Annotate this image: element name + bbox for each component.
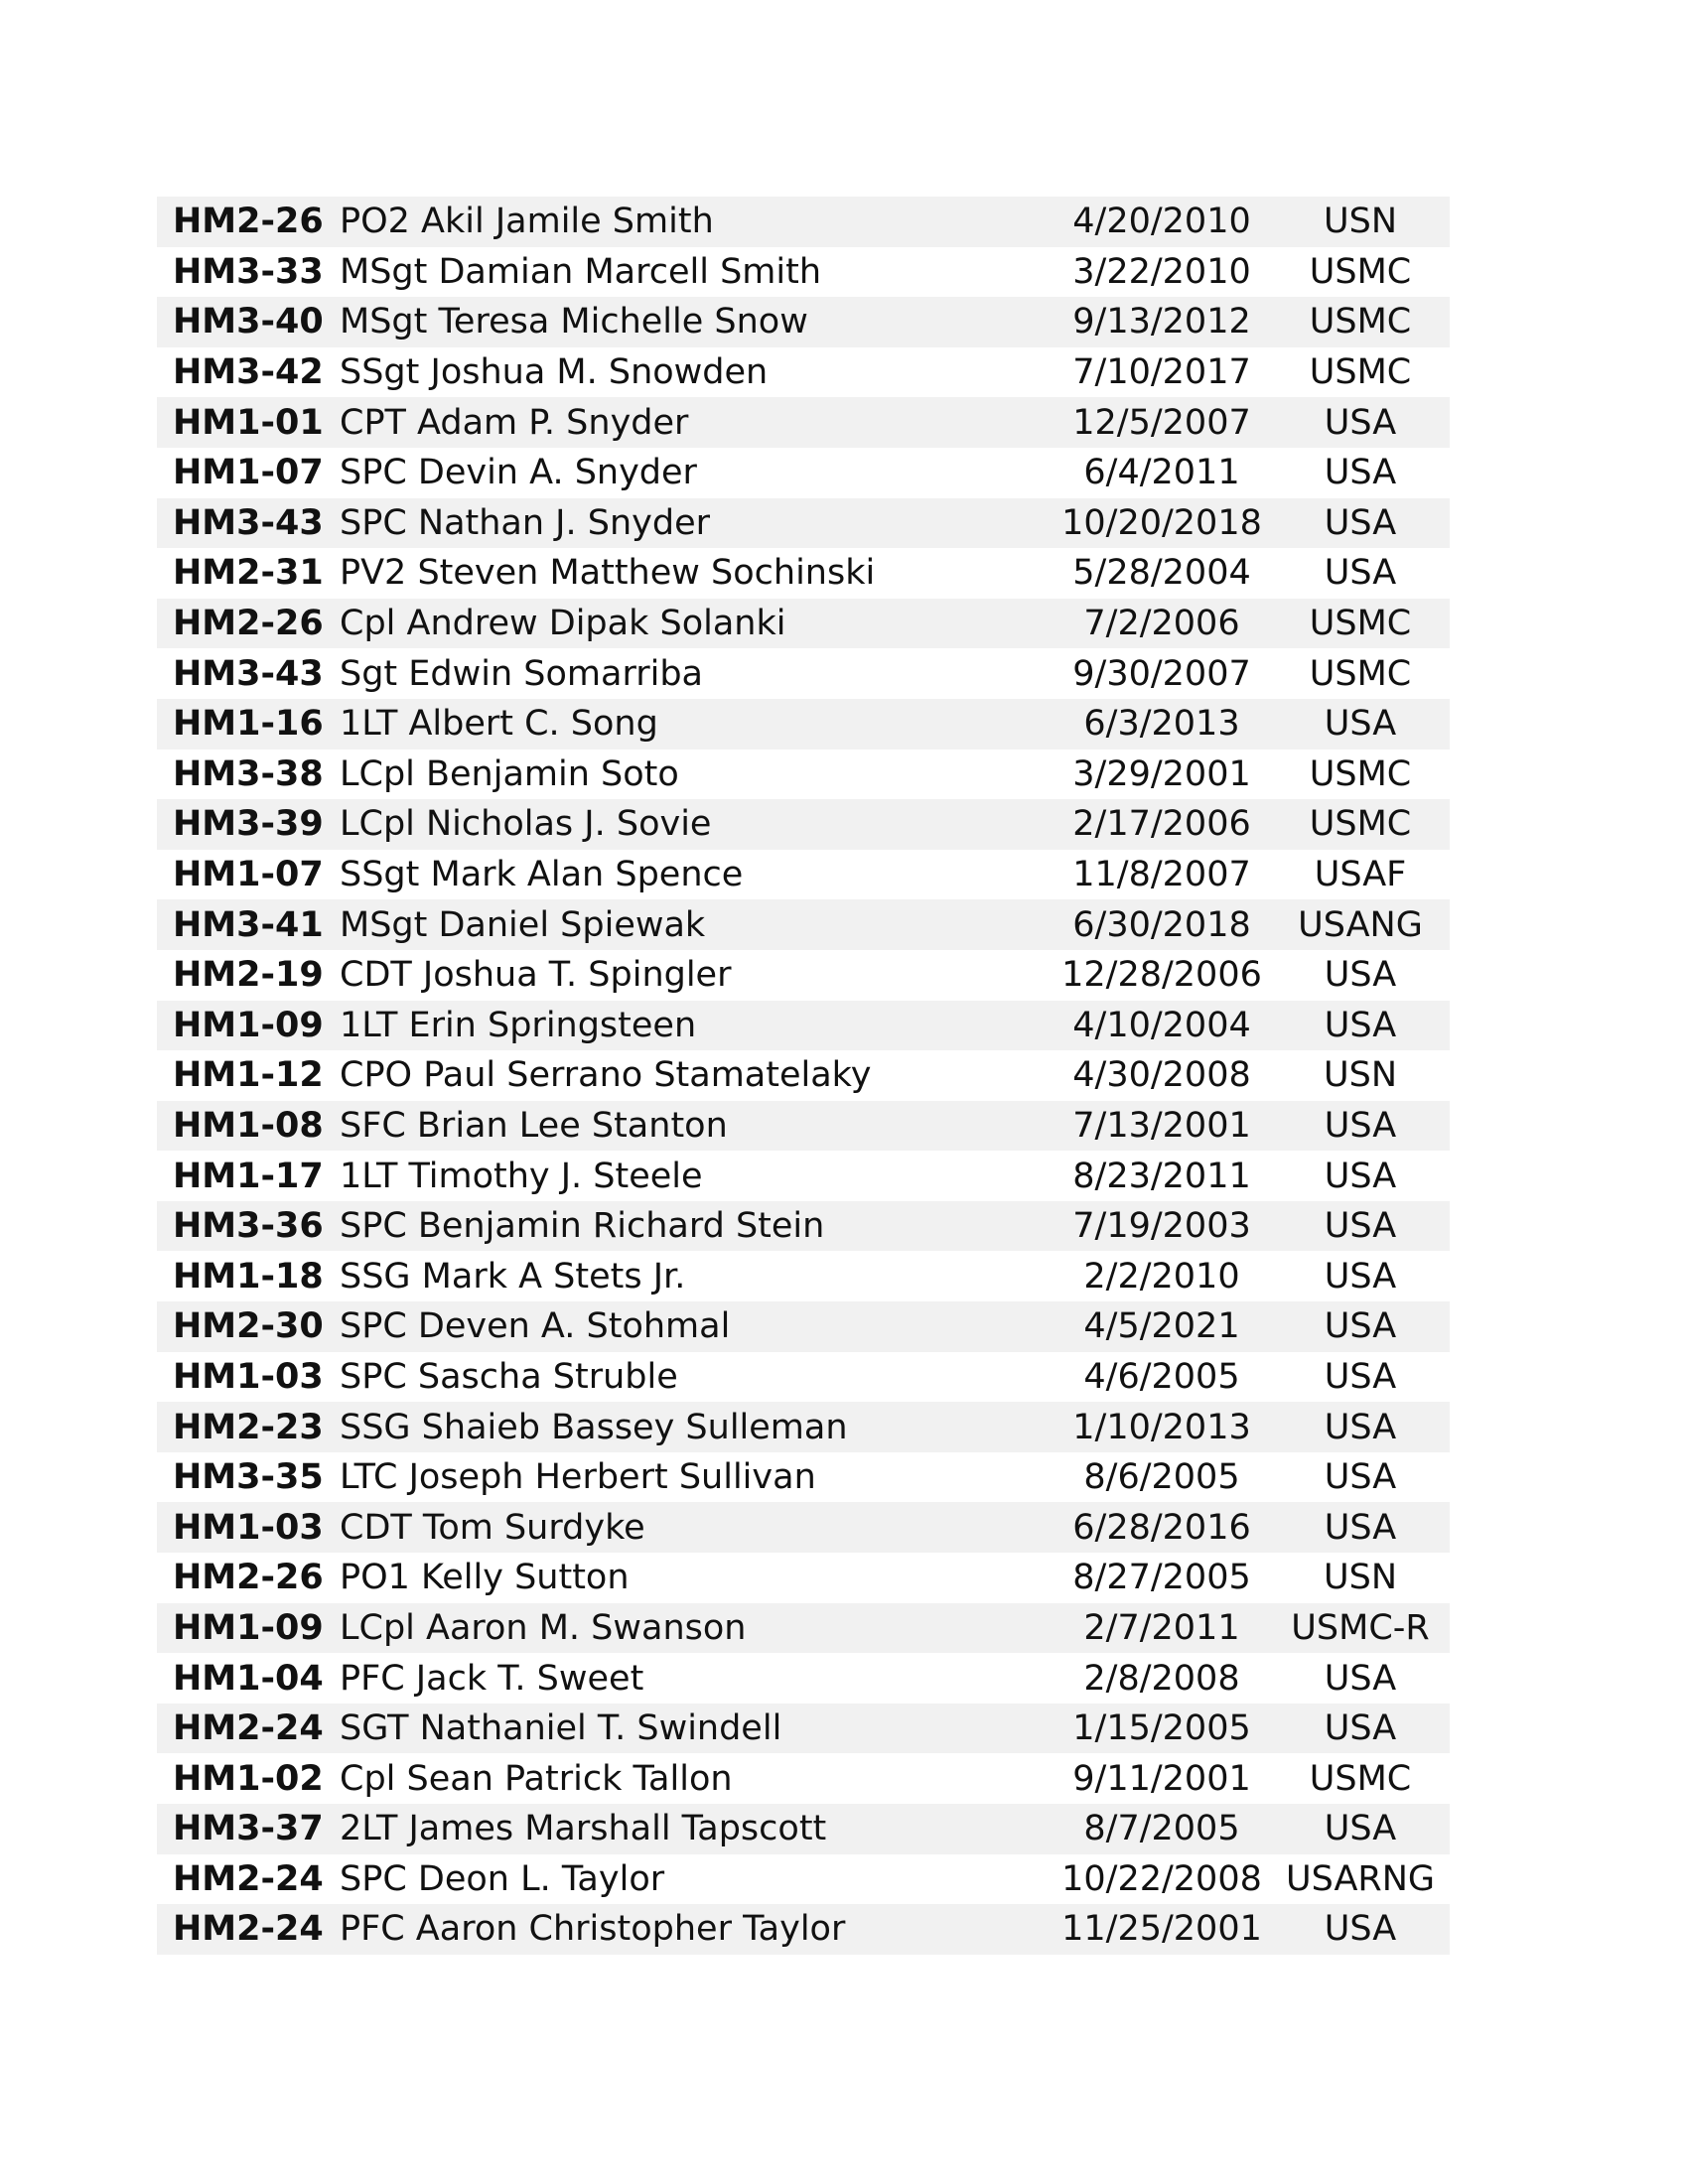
grave-location-cell: HM1-01 xyxy=(157,397,328,448)
name-cell: PFC Aaron Christopher Taylor xyxy=(328,1904,1053,1955)
branch-cell: USA xyxy=(1271,498,1450,549)
date-cell: 2/2/2010 xyxy=(1083,1256,1240,1297)
table-row xyxy=(157,397,1450,448)
branch-cell: USMC xyxy=(1309,753,1412,794)
grave-location-cell: HM3-43 xyxy=(173,653,324,694)
table-row xyxy=(157,1653,1450,1704)
name-cell: 1LT Albert C. Song xyxy=(328,699,1053,750)
table-row xyxy=(157,950,1450,1001)
grave-location-cell: HM1-04 xyxy=(173,1658,324,1699)
table-row xyxy=(157,548,1450,599)
branch-cell: USA xyxy=(1271,1001,1450,1051)
branch-cell: USA xyxy=(1271,1704,1450,1754)
grave-location-cell: HM3-33 xyxy=(173,251,324,292)
name-cell: Cpl Andrew Dipak Solanki xyxy=(328,599,1053,649)
name-cell: Sgt Edwin Somarriba xyxy=(340,653,703,694)
branch-cell: USMC xyxy=(1309,251,1412,292)
branch-cell: USA xyxy=(1271,1502,1450,1553)
table-row xyxy=(157,1101,1450,1152)
date-cell: 7/10/2017 xyxy=(1072,352,1251,393)
table-row xyxy=(157,1151,1450,1201)
branch-cell: USA xyxy=(1324,1658,1397,1699)
grave-location-cell: HM1-02 xyxy=(173,1758,324,1799)
table-row xyxy=(157,448,1450,498)
grave-location-cell: HM3-43 xyxy=(157,498,328,549)
table-row xyxy=(157,197,1450,247)
grave-location-cell: HM2-26 xyxy=(157,197,328,247)
date-cell: 6/30/2018 xyxy=(1053,899,1271,950)
name-cell: PFC Jack T. Sweet xyxy=(340,1658,644,1699)
name-cell: PV2 Steven Matthew Sochinski xyxy=(340,553,876,594)
grave-location-cell: HM1-12 xyxy=(173,1055,324,1096)
date-cell: 11/25/2001 xyxy=(1053,1904,1271,1955)
date-cell: 12/5/2007 xyxy=(1053,397,1271,448)
name-cell: MSgt Daniel Spiewak xyxy=(328,899,1053,950)
name-cell: SPC Deon L. Taylor xyxy=(340,1858,665,1899)
table-row xyxy=(157,1352,1450,1403)
branch-cell: USA xyxy=(1271,1402,1450,1452)
branch-cell: USA xyxy=(1271,1804,1450,1854)
grave-location-cell: HM3-36 xyxy=(157,1201,328,1252)
table-row xyxy=(157,1553,1450,1603)
branch-cell: USA xyxy=(1271,699,1450,750)
date-cell: 2/17/2006 xyxy=(1053,799,1271,850)
date-cell: 11/8/2007 xyxy=(1072,855,1251,895)
table-row xyxy=(157,1753,1450,1804)
date-cell: 4/20/2010 xyxy=(1053,197,1271,247)
table-row xyxy=(157,699,1450,750)
name-cell: Cpl Sean Patrick Tallon xyxy=(340,1758,733,1799)
branch-cell: USA xyxy=(1324,1356,1397,1397)
branch-cell: USA xyxy=(1271,1101,1450,1152)
grave-location-cell: HM2-19 xyxy=(173,955,324,996)
table-row xyxy=(157,1050,1450,1101)
branch-cell: USMC-R xyxy=(1271,1603,1450,1654)
date-cell: 7/19/2003 xyxy=(1053,1201,1271,1252)
branch-cell: USA xyxy=(1324,553,1397,594)
date-cell: 6/3/2013 xyxy=(1053,699,1271,750)
date-cell: 4/30/2008 xyxy=(1072,1055,1251,1096)
grave-location-cell: HM1-07 xyxy=(173,453,324,493)
grave-location-cell: HM3-42 xyxy=(173,352,324,393)
grave-location-cell: HM3-40 xyxy=(157,297,328,347)
date-cell: 9/11/2001 xyxy=(1072,1758,1251,1799)
table-row xyxy=(157,599,1450,649)
grave-location-cell: HM1-08 xyxy=(157,1101,328,1152)
name-cell: CPT Adam P. Snyder xyxy=(328,397,1053,448)
date-cell: 1/10/2013 xyxy=(1053,1402,1271,1452)
table-row xyxy=(157,1301,1450,1352)
table-row xyxy=(157,750,1450,800)
table-row xyxy=(157,1854,1450,1905)
table-row xyxy=(157,1704,1450,1754)
name-cell: SFC Brian Lee Stanton xyxy=(328,1101,1053,1152)
branch-cell: USA xyxy=(1324,1457,1397,1498)
grave-location-cell: HM3-38 xyxy=(173,753,324,794)
date-cell: 3/29/2001 xyxy=(1072,753,1251,794)
table-row xyxy=(157,247,1450,298)
grave-location-cell: HM2-24 xyxy=(173,1858,324,1899)
name-cell: SPC Benjamin Richard Stein xyxy=(328,1201,1053,1252)
branch-cell: USMC xyxy=(1309,1758,1412,1799)
name-cell: MSgt Teresa Michelle Snow xyxy=(328,297,1053,347)
branch-cell: USMC xyxy=(1271,799,1450,850)
date-cell: 8/23/2011 xyxy=(1072,1156,1251,1196)
branch-cell: USA xyxy=(1271,1904,1450,1955)
table-row xyxy=(157,850,1450,900)
table-row xyxy=(157,297,1450,347)
grave-location-cell: HM3-41 xyxy=(157,899,328,950)
name-cell: PO1 Kelly Sutton xyxy=(340,1558,630,1598)
name-cell: SSgt Joshua M. Snowden xyxy=(340,352,769,393)
name-cell: SGT Nathaniel T. Swindell xyxy=(328,1704,1053,1754)
grave-location-cell: HM1-03 xyxy=(173,1356,324,1397)
roster-body xyxy=(157,197,1450,1955)
table-row xyxy=(157,1201,1450,1252)
branch-cell: USA xyxy=(1324,453,1397,493)
roster-table xyxy=(157,197,1450,1955)
date-cell: 7/13/2001 xyxy=(1053,1101,1271,1152)
table-row xyxy=(157,648,1450,699)
date-cell: 1/15/2005 xyxy=(1053,1704,1271,1754)
name-cell: CPO Paul Serrano Stamatelaky xyxy=(340,1055,872,1096)
table-row xyxy=(157,1452,1450,1503)
branch-cell: USA xyxy=(1271,1201,1450,1252)
grave-location-cell: HM3-39 xyxy=(157,799,328,850)
date-cell: 8/6/2005 xyxy=(1083,1457,1240,1498)
name-cell: SPC Nathan J. Snyder xyxy=(328,498,1053,549)
date-cell: 4/6/2005 xyxy=(1083,1356,1240,1397)
grave-location-cell: HM2-26 xyxy=(173,1558,324,1598)
grave-location-cell: HM2-23 xyxy=(157,1402,328,1452)
grave-location-cell: HM2-31 xyxy=(173,553,324,594)
branch-cell: USA xyxy=(1324,1256,1397,1297)
name-cell: LCpl Nicholas J. Sovie xyxy=(328,799,1053,850)
table-row xyxy=(157,1603,1450,1654)
table-row xyxy=(157,899,1450,950)
date-cell: 10/22/2008 xyxy=(1061,1858,1262,1899)
grave-location-cell: HM1-09 xyxy=(157,1603,328,1654)
branch-cell: USA xyxy=(1324,955,1397,996)
date-cell: 2/7/2011 xyxy=(1053,1603,1271,1654)
name-cell: 2LT James Marshall Tapscott xyxy=(328,1804,1053,1854)
grave-location-cell: HM1-07 xyxy=(173,855,324,895)
date-cell: 7/2/2006 xyxy=(1053,599,1271,649)
branch-cell: USMC xyxy=(1309,352,1412,393)
table-row xyxy=(157,1001,1450,1051)
grave-location-cell: HM3-35 xyxy=(173,1457,324,1498)
table-row xyxy=(157,799,1450,850)
grave-location-cell: HM2-26 xyxy=(157,599,328,649)
date-cell: 8/27/2005 xyxy=(1072,1558,1251,1598)
date-cell: 4/10/2004 xyxy=(1053,1001,1271,1051)
date-cell: 9/13/2012 xyxy=(1053,297,1271,347)
date-cell: 10/20/2018 xyxy=(1053,498,1271,549)
branch-cell: USA xyxy=(1271,1301,1450,1352)
grave-location-cell: HM1-18 xyxy=(173,1256,324,1297)
grave-location-cell: HM1-16 xyxy=(157,699,328,750)
grave-location-cell: HM1-09 xyxy=(157,1001,328,1051)
table-row xyxy=(157,347,1450,398)
branch-cell: USA xyxy=(1271,397,1450,448)
date-cell: 9/30/2007 xyxy=(1072,653,1251,694)
branch-cell: USMC xyxy=(1271,297,1450,347)
grave-location-cell: HM2-30 xyxy=(157,1301,328,1352)
branch-cell: USA xyxy=(1324,1156,1397,1196)
branch-cell: USN xyxy=(1323,1558,1398,1598)
date-cell: 5/28/2004 xyxy=(1072,553,1251,594)
name-cell: CDT Tom Surdyke xyxy=(328,1502,1053,1553)
name-cell: SPC Sascha Struble xyxy=(340,1356,678,1397)
branch-cell: USMC xyxy=(1309,653,1412,694)
date-cell: 8/7/2005 xyxy=(1053,1804,1271,1854)
name-cell: LTC Joseph Herbert Sullivan xyxy=(340,1457,816,1498)
grave-location-cell: HM1-17 xyxy=(173,1156,324,1196)
name-cell: SPC Devin A. Snyder xyxy=(340,453,697,493)
table-row xyxy=(157,1904,1450,1955)
branch-cell: USN xyxy=(1271,197,1450,247)
name-cell: SSG Shaieb Bassey Sulleman xyxy=(328,1402,1053,1452)
date-cell: 3/22/2010 xyxy=(1072,251,1251,292)
name-cell: 1LT Erin Springsteen xyxy=(328,1001,1053,1051)
table-row xyxy=(157,1402,1450,1452)
name-cell: SSG Mark A Stets Jr. xyxy=(340,1256,686,1297)
table-row xyxy=(157,1502,1450,1553)
date-cell: 6/4/2011 xyxy=(1083,453,1240,493)
grave-location-cell: HM3-37 xyxy=(157,1804,328,1854)
name-cell: LCpl Benjamin Soto xyxy=(340,753,679,794)
name-cell: CDT Joshua T. Spingler xyxy=(340,955,732,996)
grave-location-cell: HM2-24 xyxy=(157,1904,328,1955)
date-cell: 6/28/2016 xyxy=(1053,1502,1271,1553)
branch-cell: USN xyxy=(1323,1055,1398,1096)
name-cell: MSgt Damian Marcell Smith xyxy=(340,251,822,292)
grave-location-cell: HM1-03 xyxy=(157,1502,328,1553)
table-row xyxy=(157,1804,1450,1854)
table-row xyxy=(157,1251,1450,1301)
name-cell: LCpl Aaron M. Swanson xyxy=(328,1603,1053,1654)
name-cell: 1LT Timothy J. Steele xyxy=(340,1156,703,1196)
date-cell: 12/28/2006 xyxy=(1061,955,1262,996)
branch-cell: USAF xyxy=(1314,855,1407,895)
name-cell: PO2 Akil Jamile Smith xyxy=(328,197,1053,247)
table-row xyxy=(157,498,1450,549)
branch-cell: USMC xyxy=(1271,599,1450,649)
branch-cell: USANG xyxy=(1271,899,1450,950)
grave-location-cell: HM2-24 xyxy=(157,1704,328,1754)
branch-cell: USARNG xyxy=(1285,1858,1436,1899)
name-cell: SPC Deven A. Stohmal xyxy=(328,1301,1053,1352)
name-cell: SSgt Mark Alan Spence xyxy=(340,855,744,895)
date-cell: 2/8/2008 xyxy=(1083,1658,1240,1699)
date-cell: 4/5/2021 xyxy=(1053,1301,1271,1352)
